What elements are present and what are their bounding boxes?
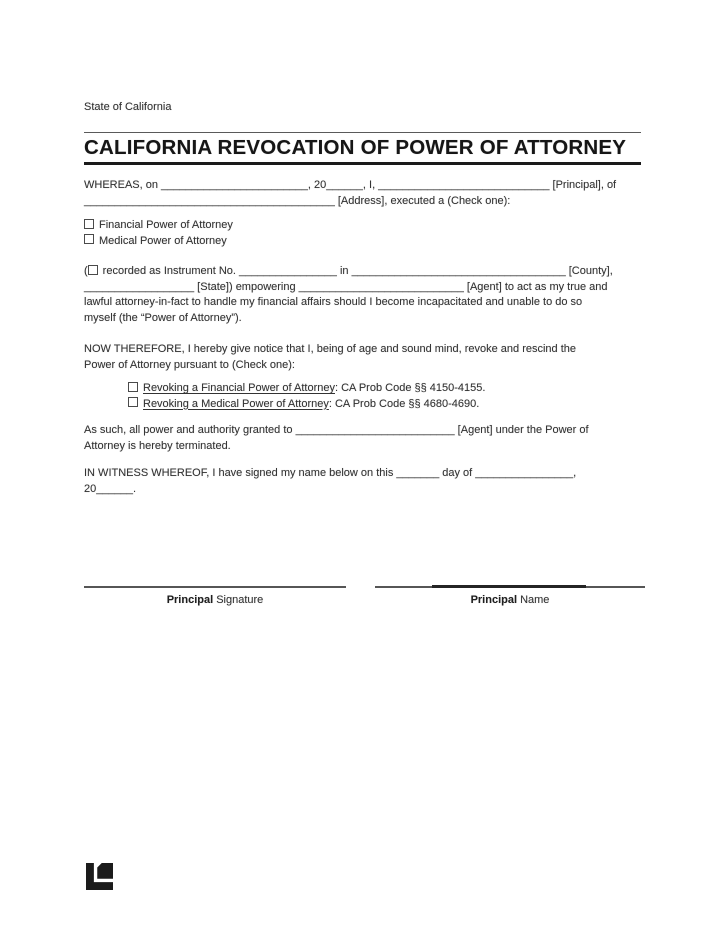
text-line: [128, 381, 641, 397]
text-line: [84, 178, 641, 194]
text-line: [84, 342, 641, 358]
text-line: [84, 358, 641, 374]
principal-name-label: [375, 594, 645, 606]
text-line: [84, 466, 641, 482]
text-segment: IN WITNESS WHEREOF, I have signed my name below on this _______ day of ________________,: [84, 467, 577, 479]
text-segment: 20______.: [84, 482, 136, 495]
revocation-statute-list: [84, 381, 641, 412]
recording-clause: [84, 264, 641, 326]
signature-label-rest: Signature: [213, 594, 264, 606]
text-line: [84, 280, 641, 296]
text-line: [84, 194, 641, 210]
underlined-text: Revoking a Medical Power of Attorney: [143, 397, 329, 410]
financial-poa-checkbox[interactable]: [84, 219, 94, 229]
text-segment: NOW THEREFORE, I hereby give notice that I, being of age and sound mind, revoke and rescind the: [84, 343, 576, 355]
revoke-financial-checkbox[interactable]: [128, 382, 138, 392]
whereas-clause: [84, 178, 641, 209]
text-line: [84, 311, 641, 327]
recorded-instrument-checkbox[interactable]: [88, 265, 98, 275]
text-segment: As such, all power and authority granted to __________________________ [Agent] under the Power of: [84, 424, 589, 436]
text-segment: Medical Power of Attorney: [99, 234, 227, 247]
signature-section: [84, 586, 645, 606]
principal-signature-label: [84, 594, 346, 606]
underlined-text: Revoking a Financial Power of Attorney: [143, 382, 335, 394]
text-line: [84, 439, 641, 455]
text-segment: __________________ [State]) empowering ___________________________ [Agent] to act as my true and: [84, 280, 608, 293]
poa-type-checkboxes: [84, 218, 641, 249]
name-label-bold: Principal: [470, 594, 518, 606]
document-body: [84, 0, 641, 497]
document-title: CALIFORNIA REVOCATION OF POWER OF ATTORNEY: [84, 132, 641, 165]
text-segment: (: [84, 265, 88, 277]
principal-name-line[interactable]: [375, 586, 645, 588]
signature-label-bold: Principal: [166, 594, 214, 606]
principal-signature-line[interactable]: [84, 586, 346, 588]
text-segment: Power of Attorney pursuant to (Check one):: [84, 358, 295, 371]
medical-poa-checkbox[interactable]: [84, 234, 94, 244]
text-line: [84, 295, 641, 311]
termination-clause: [84, 423, 641, 454]
text-segment: _________________________________________ [Address], executed a (Check one):: [84, 194, 511, 207]
text-line: [84, 218, 641, 234]
revoke-medical-checkbox[interactable]: [128, 397, 138, 407]
name-label-rest: Name: [517, 594, 550, 606]
revocation-notice-clause: [84, 342, 641, 373]
text-segment: : CA Prob Code §§ 4680-4690.: [328, 397, 480, 410]
text-segment: myself (the “Power of Attorney”).: [84, 311, 242, 324]
text-line: [84, 264, 641, 280]
text-line: [128, 397, 641, 413]
principal-name-field: [375, 586, 645, 606]
state-header: State of California: [84, 101, 172, 113]
text-segment: WHEREAS, on ________________________, 20______, I, ____________________________ [Principal], of: [84, 179, 617, 191]
text-segment: Attorney is hereby terminated.: [84, 439, 231, 452]
text-line: [84, 482, 641, 498]
text-segment: recorded as Instrument No. ________________ in ___________________________________ [County],: [102, 265, 613, 277]
legaltemplates-logo-icon: [86, 863, 113, 890]
principal-signature-field: [84, 586, 346, 606]
text-line: [84, 234, 641, 250]
text-line: [84, 423, 641, 439]
witness-clause: [84, 466, 641, 497]
text-segment: Financial Power of Attorney: [99, 219, 233, 231]
text-segment: lawful attorney-in-fact to handle my financial affairs should I become incapacitated and unable to do so: [84, 296, 583, 308]
text-segment: : CA Prob Code §§ 4150-4155.: [335, 382, 486, 394]
